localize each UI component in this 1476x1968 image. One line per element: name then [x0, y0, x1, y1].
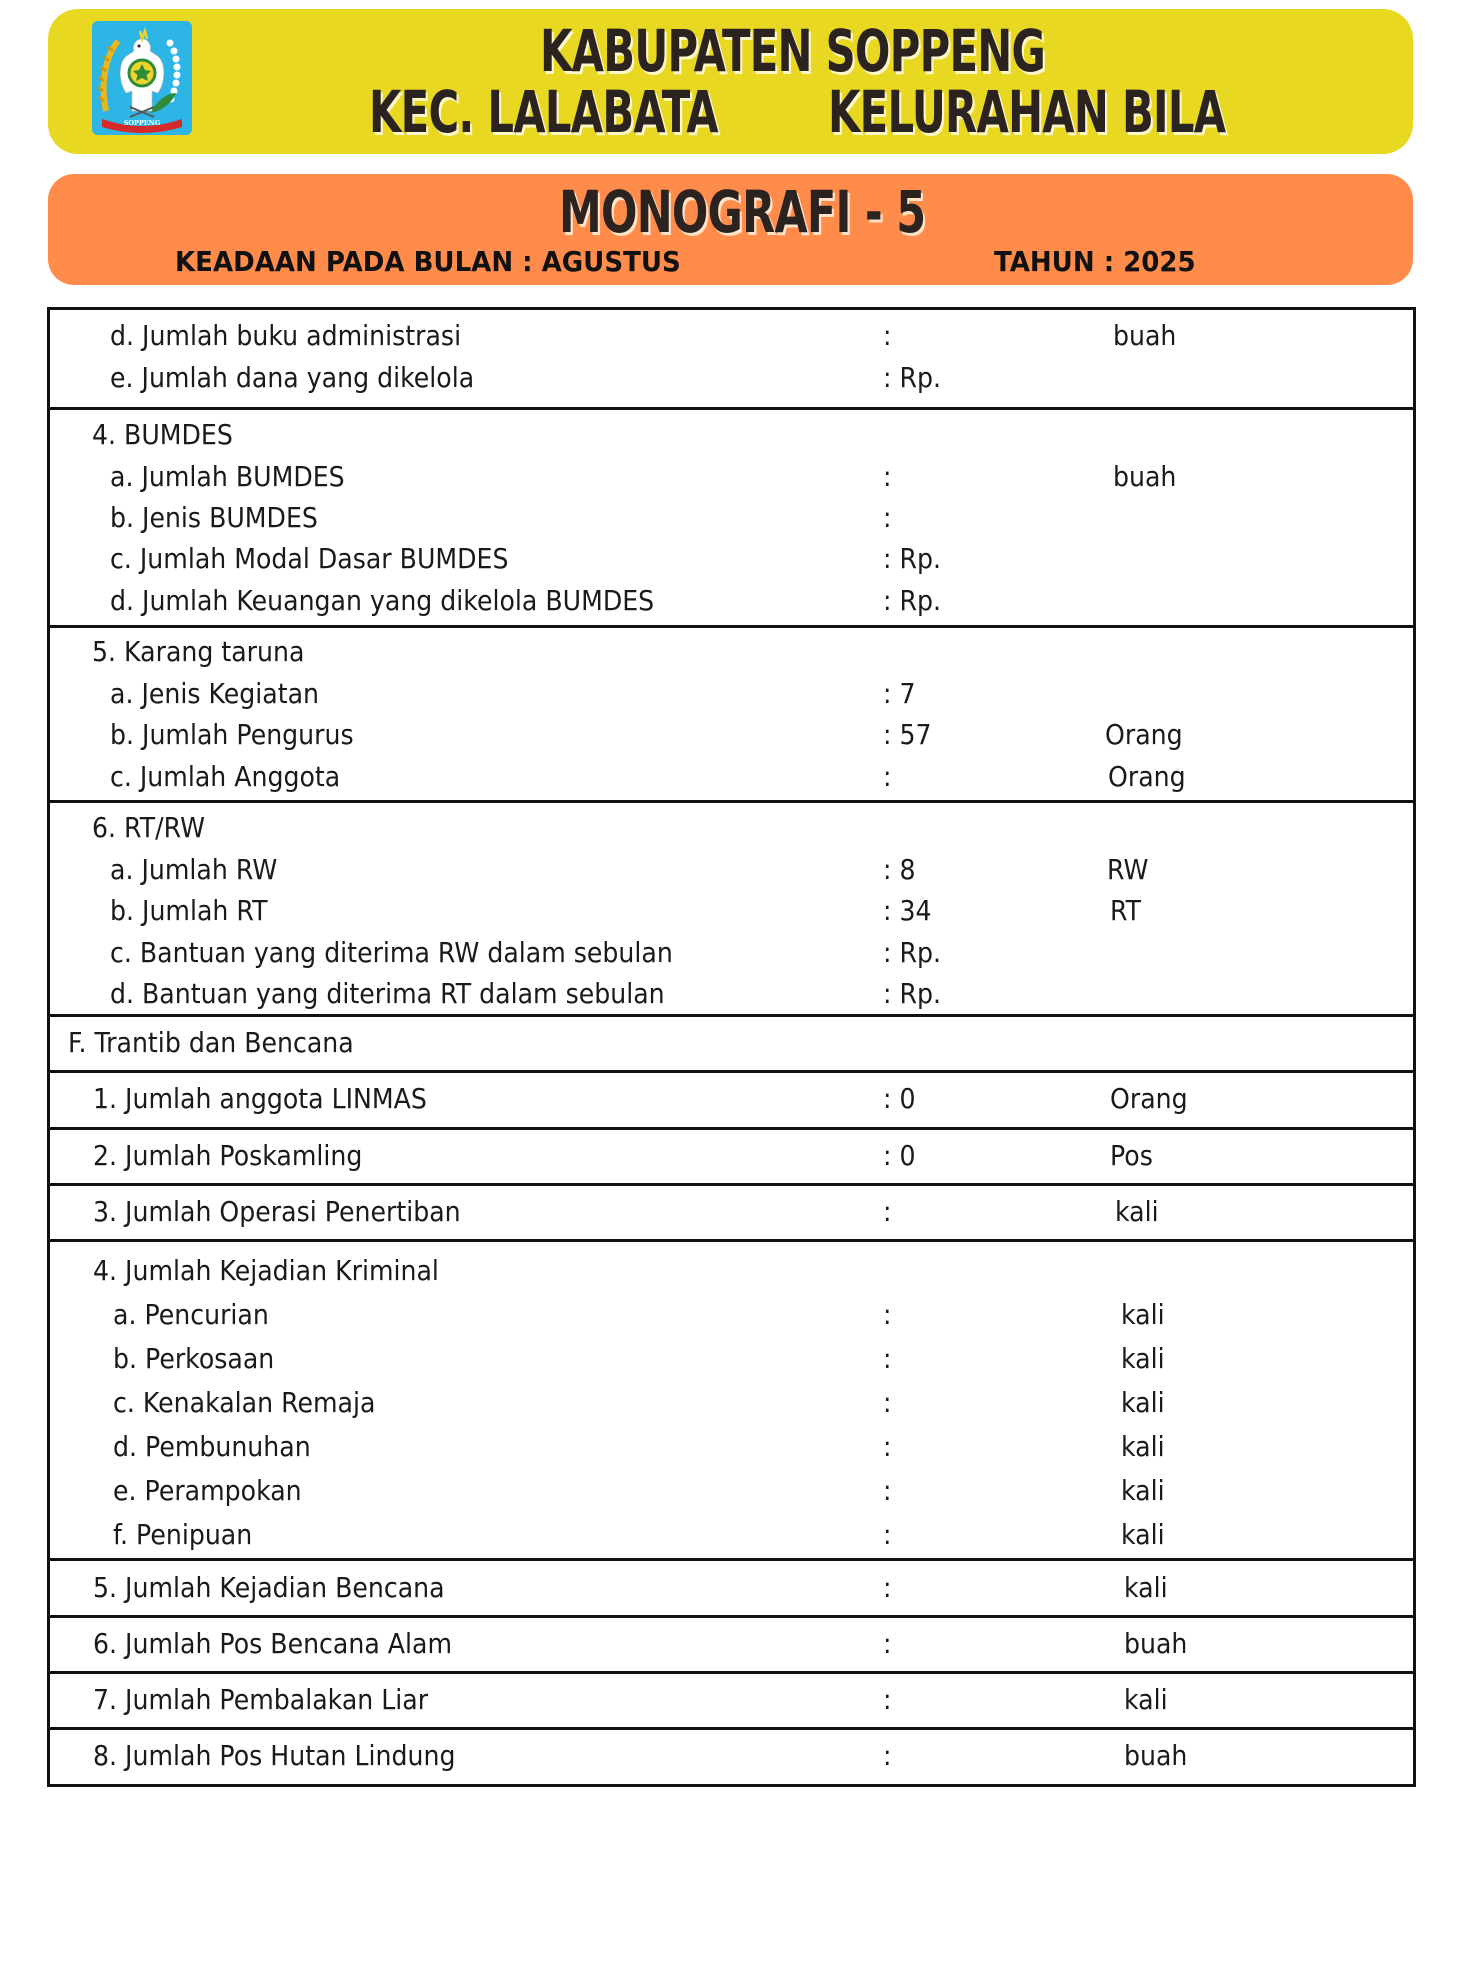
- row-label: d. Bantuan yang diterima RT dalam sebulan: [110, 977, 665, 1010]
- table-row: [50, 497, 1413, 539]
- row-value: :: [883, 1342, 892, 1375]
- row-unit: RW: [1107, 853, 1149, 886]
- row-label: 5. Karang taruna: [92, 635, 305, 668]
- row-label: 3. Jumlah Operasi Penertiban: [93, 1195, 461, 1228]
- year-label: TAHUN : 2025: [994, 245, 1196, 278]
- row-value: :: [883, 501, 892, 534]
- row-unit: kali: [1121, 1386, 1165, 1419]
- row-label: b. Jumlah Pengurus: [110, 718, 354, 751]
- section-heading: [50, 807, 1413, 849]
- table-row: [50, 1735, 1413, 1777]
- section-divider: [50, 800, 1413, 803]
- row-value: : Rp.: [883, 361, 942, 394]
- row-value: :: [883, 1739, 892, 1772]
- period-label: KEADAAN PADA BULAN : AGUSTUS: [175, 245, 681, 278]
- section-divider: [50, 1727, 1413, 1730]
- row-unit: kali: [1121, 1430, 1165, 1463]
- section-divider: [50, 1615, 1413, 1618]
- row-unit: kali: [1124, 1571, 1168, 1604]
- table-row: [50, 1135, 1413, 1177]
- row-value: : 0: [883, 1082, 916, 1115]
- row-label: c. Jumlah Modal Dasar BUMDES: [110, 542, 509, 575]
- row-label: d. Jumlah Keuangan yang dikelola BUMDES: [110, 584, 655, 617]
- section-heading: [50, 631, 1413, 673]
- row-unit: Orang: [1110, 1082, 1188, 1115]
- row-value: :: [883, 1298, 892, 1331]
- row-value: :: [883, 319, 892, 352]
- section-divider: [50, 1127, 1413, 1130]
- table-row: [50, 580, 1413, 622]
- table-row: [50, 932, 1413, 974]
- row-value: : Rp.: [883, 977, 942, 1010]
- row-unit: RT: [1110, 894, 1142, 927]
- table-row: [50, 1514, 1413, 1556]
- table-row: [50, 1338, 1413, 1380]
- row-value: :: [883, 1195, 892, 1228]
- section-heading-f: [50, 1022, 1413, 1064]
- row-unit: kali: [1121, 1474, 1165, 1507]
- section-divider: [50, 407, 1413, 410]
- row-value: :: [883, 1627, 892, 1660]
- row-value: :: [883, 1386, 892, 1419]
- row-value: : 0: [883, 1139, 916, 1172]
- table-row: [50, 1567, 1413, 1609]
- row-value: :: [883, 460, 892, 493]
- row-label: 1. Jumlah anggota LINMAS: [93, 1082, 427, 1115]
- table-row: [50, 1623, 1413, 1665]
- row-label: d. Pembunuhan: [113, 1430, 311, 1463]
- table-row: [50, 315, 1413, 357]
- row-label: f. Penipuan: [113, 1518, 253, 1551]
- soppeng-regency-emblem-icon: [92, 21, 192, 135]
- row-label: 2. Jumlah Poskamling: [93, 1139, 363, 1172]
- village-title: KELURAHAN BILA: [828, 78, 1226, 146]
- section-heading: [50, 414, 1413, 456]
- table-row: [50, 849, 1413, 891]
- row-value: : 57: [883, 718, 932, 751]
- row-unit: kali: [1115, 1195, 1159, 1228]
- table-row: [50, 1426, 1413, 1468]
- row-unit: Orang: [1105, 718, 1183, 751]
- row-value: : Rp.: [883, 542, 942, 575]
- row-value: :: [883, 1571, 892, 1604]
- row-unit: Orang: [1108, 760, 1186, 793]
- row-value: : Rp.: [883, 584, 942, 617]
- row-value: :: [883, 760, 892, 793]
- row-unit: Pos: [1110, 1139, 1153, 1172]
- row-value: :: [883, 1474, 892, 1507]
- row-unit: kali: [1124, 1683, 1168, 1716]
- monograph-table: [47, 307, 1416, 1787]
- row-unit: kali: [1121, 1518, 1165, 1551]
- row-label: 7. Jumlah Pembalakan Liar: [93, 1683, 429, 1716]
- section-divider: [50, 1239, 1413, 1242]
- row-label: 8. Jumlah Pos Hutan Lindung: [93, 1739, 456, 1772]
- row-label: c. Bantuan yang diterima RW dalam sebulan: [110, 936, 673, 969]
- row-value: : 34: [883, 894, 932, 927]
- row-value: : 8: [883, 853, 916, 886]
- row-label: 4. BUMDES: [92, 418, 233, 451]
- row-label: 6. Jumlah Pos Bencana Alam: [93, 1627, 453, 1660]
- row-label: b. Jumlah RT: [110, 894, 268, 927]
- row-value: :: [883, 1518, 892, 1551]
- row-label: 5. Jumlah Kejadian Bencana: [93, 1571, 445, 1604]
- row-label: b. Jenis BUMDES: [110, 501, 318, 534]
- row-label: a. Jenis Kegiatan: [110, 677, 320, 710]
- regency-title: KABUPATEN SOPPENG: [540, 17, 1046, 85]
- table-row: [50, 1679, 1413, 1721]
- row-unit: buah: [1124, 1739, 1188, 1772]
- table-row: [50, 357, 1413, 399]
- row-unit: buah: [1113, 460, 1177, 493]
- section-divider: [50, 1671, 1413, 1674]
- table-row: [50, 538, 1413, 580]
- table-row: [50, 1470, 1413, 1512]
- table-row: [50, 714, 1413, 756]
- section-divider: [50, 1070, 1413, 1073]
- row-value: : Rp.: [883, 936, 942, 969]
- row-value: : 7: [883, 677, 916, 710]
- row-label: c. Kenakalan Remaja: [113, 1386, 376, 1419]
- row-label: d. Jumlah buku administrasi: [110, 319, 462, 352]
- section-heading: [50, 1250, 1413, 1292]
- row-label: a. Jumlah BUMDES: [110, 460, 345, 493]
- row-label: e. Perampokan: [113, 1474, 302, 1507]
- row-label: 4. Jumlah Kejadian Kriminal: [93, 1254, 439, 1287]
- table-row: [50, 1382, 1413, 1424]
- document-title: MONOGRAFI - 5: [559, 178, 926, 246]
- row-value: :: [883, 1430, 892, 1463]
- row-label: b. Perkosaan: [113, 1342, 275, 1375]
- row-label: a. Jumlah RW: [110, 853, 278, 886]
- table-row: [50, 673, 1413, 715]
- table-row: [50, 1294, 1413, 1336]
- table-row: [50, 973, 1413, 1015]
- row-unit: buah: [1113, 319, 1177, 352]
- row-value: :: [883, 1683, 892, 1716]
- row-label: F. Trantib dan Bencana: [68, 1026, 354, 1059]
- row-unit: kali: [1121, 1342, 1165, 1375]
- district-title: KEC. LALABATA: [369, 78, 718, 146]
- logo-caption: SOPPENG: [123, 119, 161, 127]
- table-row: [50, 890, 1413, 932]
- table-row: [50, 1078, 1413, 1120]
- table-row: [50, 456, 1413, 498]
- row-label: c. Jumlah Anggota: [110, 760, 341, 793]
- section-divider: [50, 625, 1413, 628]
- row-unit: buah: [1124, 1627, 1188, 1660]
- row-label: a. Pencurian: [113, 1298, 269, 1331]
- section-divider: [50, 1558, 1413, 1561]
- row-label: e. Jumlah dana yang dikelola: [110, 361, 475, 394]
- row-label: 6. RT/RW: [92, 811, 206, 844]
- row-unit: kali: [1121, 1298, 1165, 1331]
- table-row: [50, 756, 1413, 798]
- table-row: [50, 1191, 1413, 1233]
- section-divider: [50, 1183, 1413, 1186]
